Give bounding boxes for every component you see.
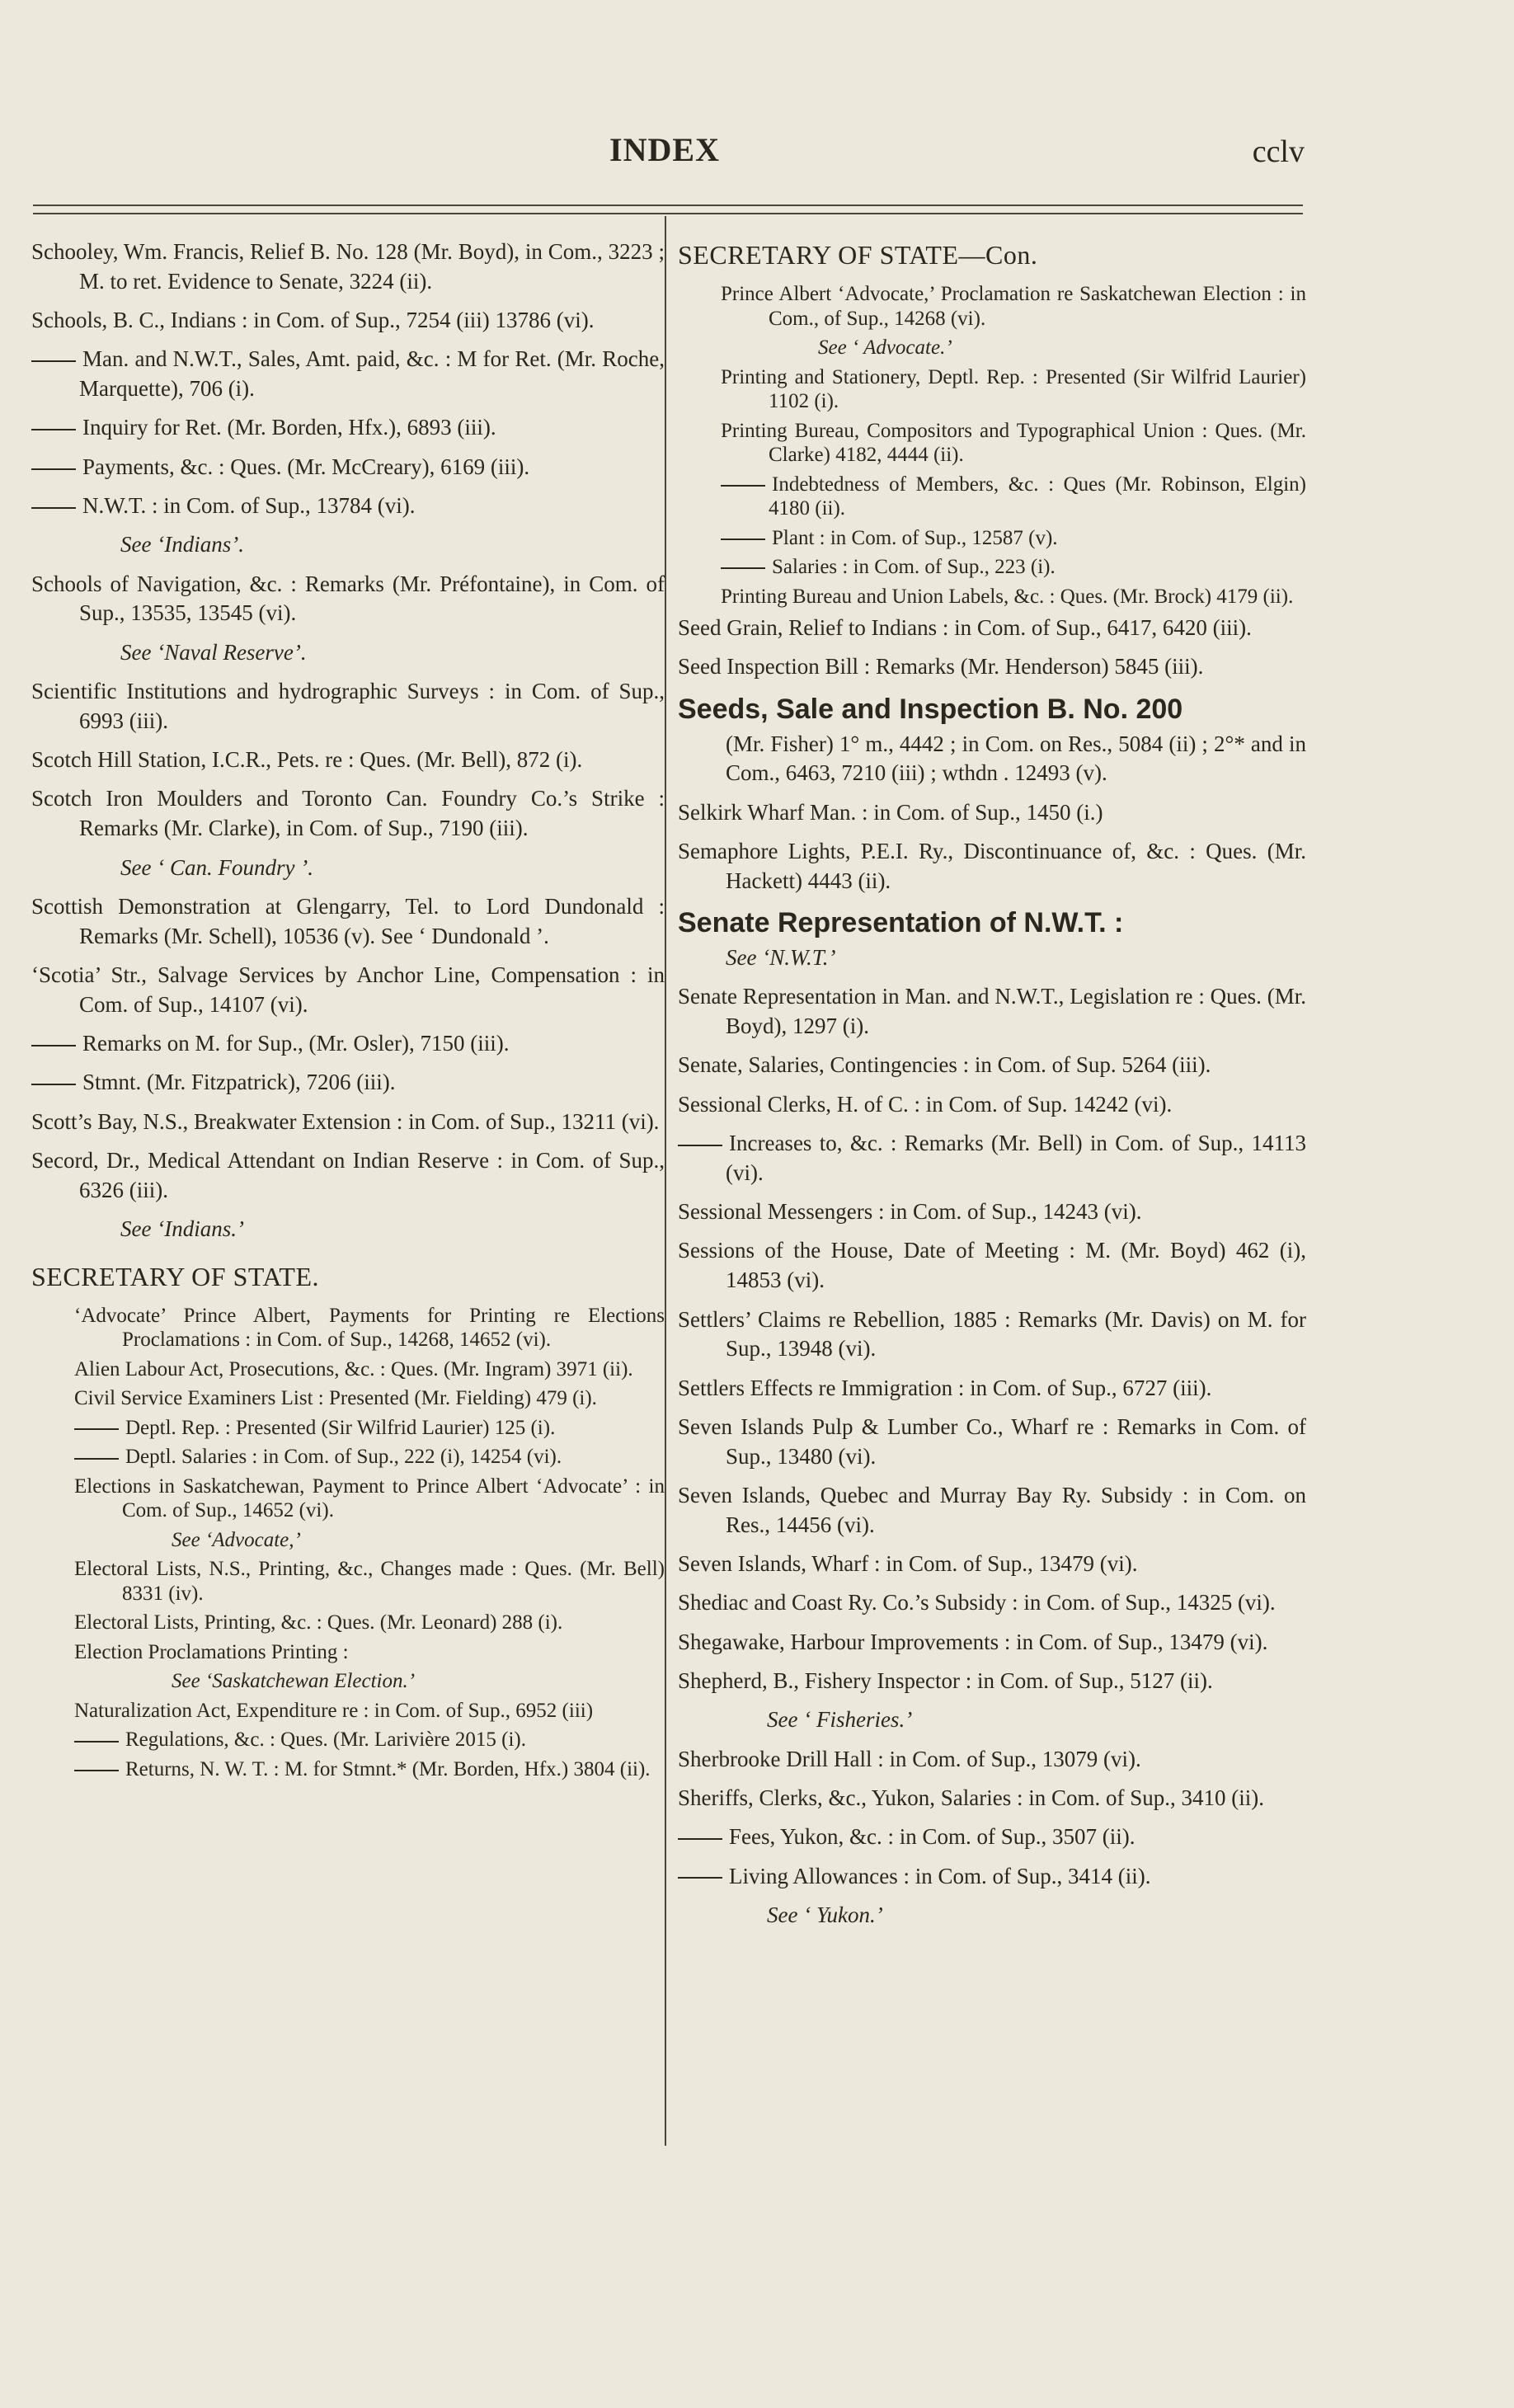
secretary-of-state-entries — [678, 282, 1306, 609]
index-entry: Seed Grain, Relief to Indians : in Com. of Sup., 6417, 6420 (iii). — [678, 615, 1252, 640]
index-entry: Shediac and Coast Ry. Co.’s Subsidy : in Com. of Sup., 14325 (vi). — [678, 1590, 1276, 1616]
index-entry: Scottish Demonstration at Glengarry, Tel. to Lord Dundonald : Remarks (Mr. Schell), 10536 (v). See ‘ Dundonald ’. — [31, 893, 665, 948]
cross-reference: See ‘Saskatchewan Election.’ — [172, 1670, 416, 1693]
index-entry: Scientific Institutions and hydrographic Surveys : in Com. of Sup., 6993 (iii). — [31, 679, 665, 733]
index-subentry — [74, 1728, 665, 1752]
index-entry: Printing Bureau, Compositors and Typographical Union : Ques. (Mr. Clarke) 4182, 4444 (ii). — [721, 419, 1306, 466]
index-entry: Schools, B. C., Indians : in Com. of Sup., 7254 (iii) 13786 (vi). — [31, 308, 595, 333]
entry-text: Regulations, &c. : Ques. (Mr. Larivière 2015 (i). — [125, 1728, 526, 1752]
cross-reference: See ‘ Advocate.’ — [818, 336, 952, 359]
entry-text: Salaries : in Com. of Sup., 223 (i). — [772, 556, 1056, 578]
right-column — [678, 238, 1306, 1940]
dash-rule — [31, 507, 76, 509]
index-entry: Settlers’ Claims re Rebellion, 1885 : Remarks (Mr. Davis) on M. for Sup., 13948 (vi). — [678, 1306, 1306, 1362]
entry-text: Plant : in Com. of Sup., 12587 (v). — [772, 526, 1058, 549]
index-entry: Scotch Iron Moulders and Toronto Can. Foundry Co.’s Strike : Remarks (Mr. Clarke), in Com. of Sup., 7190 (iii). — [31, 786, 665, 841]
index-entry: Sheriffs, Clerks, &c., Yukon, Salaries : in Com. of Sup., 3410 (ii). — [678, 1785, 1264, 1810]
dash-rule — [74, 1770, 119, 1771]
cross-reference: See ‘ Yukon.’ — [767, 1902, 883, 1927]
index-entry: Selkirk Wharf Man. : in Com. of Sup., 1450 (i.) — [678, 799, 1103, 825]
index-entry: Shegawake, Harbour Improvements : in Com. of Sup., 13479 (vi). — [678, 1629, 1268, 1654]
index-entry: ‘Scotia’ Str., Salvage Services by Anchor Line, Compensation : in Com. of Sup., 14107 (vi). — [31, 962, 665, 1017]
index-subentry — [74, 1757, 665, 1782]
dash-rule — [74, 1458, 119, 1460]
index-entry: Senate Representation in Man. and N.W.T., Legislation re : Ques. (Mr. Boyd), 1297 (i). — [678, 984, 1306, 1039]
page-number: cclv — [1252, 134, 1305, 169]
dash-rule — [678, 1838, 722, 1840]
dash-rule — [721, 539, 765, 540]
index-entry: Elections in Saskatchewan, Payment to Prince Albert ‘Advocate’ : in Com. of Sup., 14652 (vi). — [74, 1474, 665, 1522]
entry-text: Payments, &c. : Ques. (Mr. McCreary), 6169 (iii). — [82, 454, 530, 479]
dash-rule — [31, 468, 76, 470]
index-entry: Civil Service Examiners List : Presented (Mr. Fielding) 479 (i). — [74, 1387, 597, 1410]
header-rule — [33, 213, 1303, 214]
index-entry: Sherbrooke Drill Hall : in Com. of Sup., 13079 (vi). — [678, 1746, 1141, 1771]
index-entry: Sessional Messengers : in Com. of Sup., 14243 (vi). — [678, 1199, 1142, 1225]
index-entry: Settlers Effects re Immigration : in Com. of Sup., 6727 (iii). — [678, 1375, 1212, 1400]
index-entry: Seed Inspection Bill : Remarks (Mr. Henderson) 5845 (iii). — [678, 654, 1204, 680]
entry-text: Fees, Yukon, &c. : in Com. of Sup., 3507 (ii). — [729, 1824, 1136, 1850]
dash-rule — [678, 1145, 722, 1146]
index-subentry — [31, 1029, 665, 1059]
cross-reference: See ‘Indians.’ — [120, 1216, 244, 1242]
cross-reference: See ‘Advocate,’ — [172, 1528, 301, 1551]
entry-text: Indebtedness of Members, &c. : Ques (Mr. Robinson, Elgin) 4180 (ii). — [769, 473, 1306, 520]
index-entry: Semaphore Lights, P.E.I. Ry., Discontinuance of, &c. : Ques. (Mr. Hackett) 4443 (ii). — [678, 838, 1306, 893]
entry-text: N.W.T. : in Com. of Sup., 13784 (vi). — [82, 493, 416, 519]
index-entry: Schools of Navigation, &c. : Remarks (Mr. Préfontaine), in Com. of Sup., 13535, 13545 (vi). — [31, 571, 665, 626]
entry-text: Deptl. Salaries : in Com. of Sup., 222 (i), 14254 (vi). — [125, 1446, 562, 1469]
index-entry: Scott’s Bay, N.S., Breakwater Extension : in Com. of Sup., 13211 (vi). — [31, 1108, 660, 1134]
entry-text: Increases to, &c. : Remarks (Mr. Bell) in Com. of Sup., 14113 (vi). — [726, 1131, 1306, 1185]
index-entry: Sessions of the House, Date of Meeting : M. (Mr. Boyd) 462 (i), 14853 (vi). — [678, 1238, 1306, 1293]
index-entry: Alien Labour Act, Prosecutions, &c. : Ques. (Mr. Ingram) 3971 (ii). — [74, 1357, 633, 1380]
index-entry: Electoral Lists, Printing, &c. : Ques. (Mr. Leonard) 288 (i). — [74, 1611, 563, 1634]
secretary-of-state-entries — [31, 1304, 665, 1782]
dash-rule — [31, 360, 76, 362]
bill-title: Senate Representation of N.W.T. : — [678, 907, 1124, 939]
bill-title: Seeds, Sale and Inspection B. No. 200 — [678, 693, 1183, 725]
left-column — [31, 238, 665, 1786]
index-entry: Seven Islands, Wharf : in Com. of Sup., 13479 (vi). — [678, 1551, 1138, 1577]
index-entry: Prince Albert ‘Advocate,’ Proclamation re Saskatchewan Election : in Com., of Sup., 14268 (vi). — [721, 283, 1306, 330]
cross-reference: See ‘Naval Reserve’. — [120, 639, 307, 665]
index-entry: Sessional Clerks, H. of C. : in Com. of Sup. 14242 (vi). — [678, 1091, 1173, 1117]
index-subentry — [678, 1129, 1306, 1188]
section-heading: SECRETARY OF STATE—Con. — [678, 240, 1038, 270]
dash-rule — [678, 1877, 722, 1879]
cross-reference: See ‘ Fisheries.’ — [767, 1707, 913, 1733]
entry-text: Returns, N. W. T. : M. for Stmnt.* (Mr. Borden, Hfx.) 3804 (ii). — [125, 1757, 651, 1780]
index-entry: Printing Bureau and Union Labels, &c. : Ques. (Mr. Brock) 4179 (ii). — [721, 585, 1294, 608]
dash-rule — [31, 1084, 76, 1085]
index-entry: Scotch Hill Station, I.C.R., Pets. re : Ques. (Mr. Bell), 872 (i). — [31, 747, 583, 773]
dash-rule — [721, 485, 765, 487]
index-subentry — [721, 526, 1306, 551]
index-subentry — [721, 473, 1306, 521]
entry-text: Man. and N.W.T., Sales, Amt. paid, &c. : M for Ret. (Mr. Roche, Marquette), 706 (i). — [79, 346, 665, 402]
entry-text: Living Allowances : in Com. of Sup., 3414 (ii). — [729, 1863, 1151, 1888]
entry-text: Deptl. Rep. : Presented (Sir Wilfrid Laurier) 125 (i). — [125, 1416, 556, 1439]
index-entry: Printing and Stationery, Deptl. Rep. : Presented (Sir Wilfrid Laurier) 1102 (i). — [721, 365, 1306, 412]
page-title: INDEX — [609, 131, 720, 168]
index-entry: Election Proclamations Printing : — [74, 1640, 349, 1663]
index-subentry — [678, 1822, 1306, 1852]
index-subentry — [31, 1068, 665, 1098]
dash-rule — [74, 1741, 119, 1743]
index-subentry — [31, 413, 665, 443]
index-subentry — [74, 1416, 665, 1441]
index-subentry — [74, 1445, 665, 1470]
index-entry: Shepherd, B., Fishery Inspector : in Com. of Sup., 5127 (ii). — [678, 1668, 1213, 1694]
entry-text: Remarks on M. for Sup., (Mr. Osler), 7150 (iii). — [82, 1031, 510, 1056]
index-entry: Naturalization Act, Expenditure re : in Com. of Sup., 6952 (iii) — [74, 1699, 594, 1722]
entry-text: Stmnt. (Mr. Fitzpatrick), 7206 (iii). — [82, 1070, 396, 1095]
index-entry: Seven Islands, Quebec and Murray Bay Ry. Subsidy : in Com. on Res., 14456 (vi). — [678, 1483, 1306, 1537]
cross-reference: See ‘N.W.T.’ — [726, 945, 836, 971]
cross-reference: See ‘Indians’. — [120, 532, 244, 557]
index-entry: Secord, Dr., Medical Attendant on Indian Reserve : in Com. of Sup., 6326 (iii). — [31, 1147, 665, 1202]
index-entry: Senate, Salaries, Contingencies : in Com. of Sup. 5264 (iii). — [678, 1052, 1211, 1078]
index-subentry — [31, 491, 665, 521]
index-subentry — [31, 345, 665, 404]
index-entry: Seven Islands Pulp & Lumber Co., Wharf re : Remarks in Com. of Sup., 13480 (vi). — [678, 1413, 1306, 1469]
entry-text: Inquiry for Ret. (Mr. Borden, Hfx.), 6893 (iii). — [82, 415, 496, 440]
index-entry: ‘Advocate’ Prince Albert, Payments for Printing re Elections Proclamations : in Com. of Sup., 14268, 14652 (vi). — [74, 1304, 665, 1352]
index-subentry — [31, 453, 665, 482]
section-heading: SECRETARY OF STATE. — [31, 1261, 320, 1291]
header-rule — [33, 205, 1303, 206]
cross-reference: See ‘ Can. Foundry ’. — [120, 854, 313, 880]
dash-rule — [31, 429, 76, 430]
index-subentry — [678, 1862, 1306, 1892]
index-entry: (Mr. Fisher) 1° m., 4442 ; in Com. on Res., 5084 (ii) ; 2°* and in Com., 6463, 7210 (iii) ; wthdn . 12493 (v). — [726, 731, 1306, 786]
dash-rule — [31, 1045, 76, 1046]
index-subentry — [721, 555, 1306, 580]
index-entry: Schooley, Wm. Francis, Relief B. No. 128 (Mr. Boyd), in Com., 3223 ; M. to ret. Evidence to Senate, 3224 (ii). — [31, 239, 665, 294]
dash-rule — [74, 1428, 119, 1430]
dash-rule — [721, 567, 765, 569]
index-entry: Electoral Lists, N.S., Printing, &c., Changes made : Ques. (Mr. Bell) 8331 (iv). — [74, 1558, 665, 1605]
column-divider — [665, 216, 666, 2146]
